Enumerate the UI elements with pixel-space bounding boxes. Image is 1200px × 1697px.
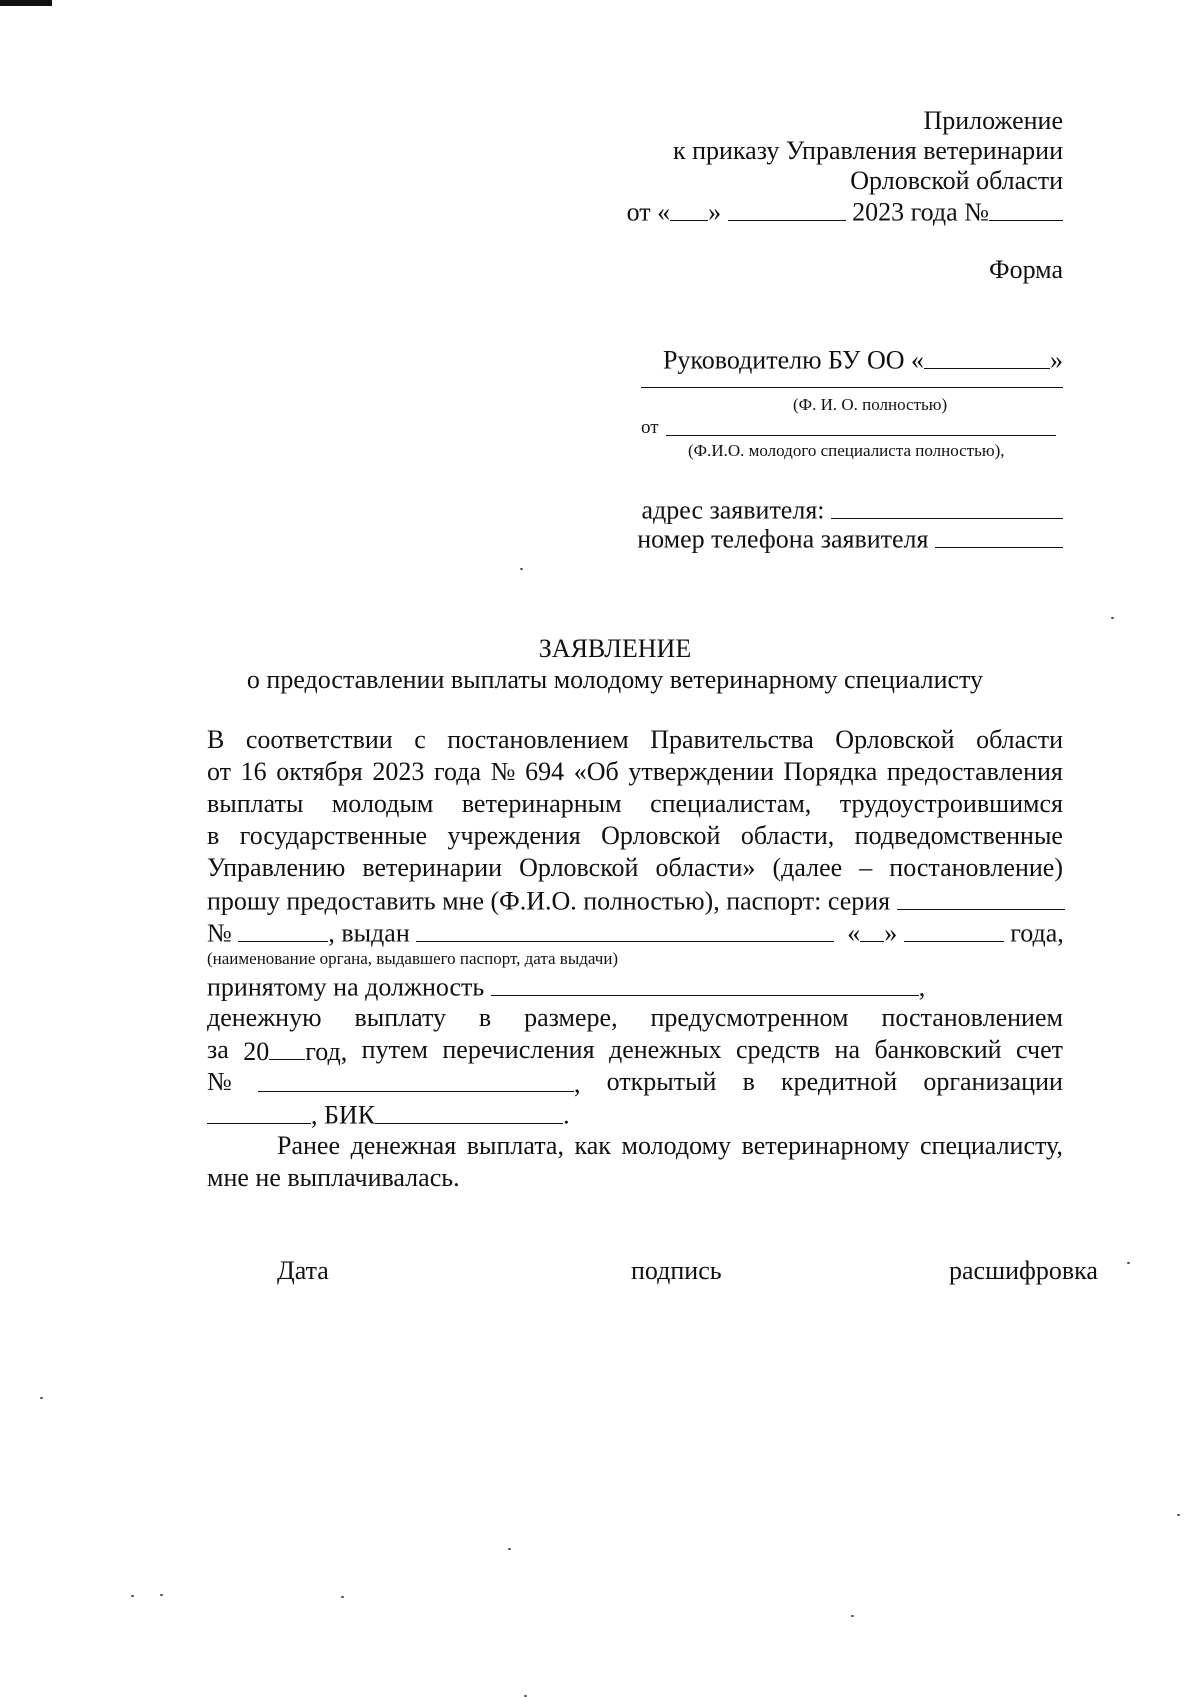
order-reference: к приказу Управления ветеринарии xyxy=(672,136,1063,165)
scan-speck xyxy=(520,568,523,570)
word: специалистам, xyxy=(650,789,812,818)
word: выплата, xyxy=(466,1131,564,1160)
word: молодому xyxy=(621,1131,732,1160)
scan-speck xyxy=(131,1595,134,1597)
issued-label: , выдан xyxy=(328,918,410,948)
word: открытый xyxy=(606,1067,717,1096)
word: в xyxy=(478,1003,492,1032)
issue-day-blank xyxy=(860,916,884,942)
number-sign: № xyxy=(207,918,232,948)
scan-speck xyxy=(1111,617,1114,619)
word: размере, xyxy=(524,1003,618,1032)
comma: , xyxy=(573,1068,581,1098)
body-line-9 xyxy=(207,1002,1063,1034)
period: . xyxy=(563,1100,570,1130)
quote-close: » xyxy=(884,918,898,948)
body-line-10 xyxy=(207,1034,1063,1066)
word: государственные xyxy=(239,821,428,850)
institution-blank xyxy=(924,343,1050,369)
word: кредитной xyxy=(781,1067,898,1096)
address-blank xyxy=(831,493,1063,519)
word: молодым xyxy=(331,789,434,818)
word: ветеринарии xyxy=(362,853,503,882)
word: постановлением xyxy=(881,1003,1063,1032)
date-label: Дата xyxy=(277,1256,329,1285)
word: ветеринарным xyxy=(461,789,622,818)
passport-number-blank xyxy=(238,916,328,942)
word: соответствии xyxy=(245,725,393,754)
word: учреждения xyxy=(447,821,581,850)
quote-open: « xyxy=(847,918,861,948)
word: Порядка xyxy=(783,757,878,786)
applicant-fio-line xyxy=(666,435,1056,436)
passport-issuer-note: (наименование органа, выдавшего паспорт, дата выдачи) xyxy=(207,949,619,968)
year-text: 2023 года № xyxy=(852,197,989,227)
addressee-close: » xyxy=(1050,345,1063,375)
position-blank xyxy=(491,970,919,996)
region-name: Орловской области xyxy=(850,166,1063,195)
phone-line xyxy=(637,522,1063,556)
word: подведомственные xyxy=(854,821,1063,850)
scan-edge-mark xyxy=(0,0,52,6)
word: предусмотренном xyxy=(650,1003,849,1032)
head-fio-note: (Ф. И. О. полностью) xyxy=(793,395,948,414)
phone-label: номер телефона заявителя xyxy=(637,524,929,554)
signature-label: подпись xyxy=(631,1256,722,1285)
word: денежных xyxy=(608,1035,722,1064)
word: средств xyxy=(735,1035,821,1064)
word: специалисту, xyxy=(919,1131,1063,1160)
document-subtitle: о предоставлении выплаты молодому ветеринарному специалисту xyxy=(246,665,984,694)
word: «Об xyxy=(573,757,619,786)
bik-blank xyxy=(375,1098,563,1124)
word: организации xyxy=(923,1067,1063,1096)
order-number-blank xyxy=(989,195,1063,221)
word: – xyxy=(859,853,873,882)
body-line-5 xyxy=(207,852,1063,884)
body-line-1 xyxy=(207,724,1063,756)
para2-line-1 xyxy=(207,1130,1063,1162)
scan-speck xyxy=(160,1594,163,1596)
word: перечисления xyxy=(442,1035,595,1064)
word: Правительства xyxy=(650,725,814,754)
word: Управлению xyxy=(207,853,346,882)
word: области» xyxy=(655,853,756,882)
word: года xyxy=(434,757,482,786)
day-blank xyxy=(670,195,708,221)
phone-blank xyxy=(935,522,1063,548)
order-date-line xyxy=(627,195,1063,229)
application-body xyxy=(207,724,1063,1194)
scan-speck xyxy=(40,1397,43,1399)
body-line-11 xyxy=(207,1066,1063,1098)
word: в xyxy=(742,1067,755,1096)
word: от xyxy=(207,757,232,786)
scan-speck xyxy=(851,1615,854,1617)
word: Орловской xyxy=(835,725,955,754)
word: Орловской xyxy=(519,853,639,882)
word: год, xyxy=(305,1036,348,1066)
date-mid: » xyxy=(708,197,722,227)
word: счет xyxy=(1015,1035,1063,1064)
word: Ранее xyxy=(277,1131,340,1160)
from-label: от xyxy=(641,417,659,438)
word: с xyxy=(414,725,426,754)
passport-series-blank xyxy=(897,884,1065,910)
issuer-blank xyxy=(416,916,834,942)
form-label: Форма xyxy=(989,255,1063,284)
addressee-label: Руководителю БУ ОО « xyxy=(662,345,924,375)
word: предоставления xyxy=(886,757,1063,786)
issue-month-blank xyxy=(904,916,1004,942)
word: постановление) xyxy=(889,853,1063,882)
decode-label: расшифровка xyxy=(949,1256,1098,1285)
addressee-head-line xyxy=(663,343,1063,377)
word: области xyxy=(976,725,1063,754)
word: утверждении xyxy=(628,757,774,786)
word: постановлением xyxy=(447,725,629,754)
month-blank xyxy=(728,195,846,221)
appendix-title: Приложение xyxy=(923,106,1063,135)
year-blank xyxy=(269,1034,305,1060)
date-prefix: от « xyxy=(626,197,671,227)
account-number-blank xyxy=(258,1066,574,1092)
word: на xyxy=(834,1035,861,1064)
comma: , xyxy=(918,972,926,1002)
word: путем xyxy=(361,1035,428,1064)
body-line-2 xyxy=(207,756,1063,788)
word: выплату xyxy=(354,1003,446,1032)
body-line-8 xyxy=(207,970,1063,1002)
word: денежная xyxy=(350,1131,457,1160)
word: № xyxy=(490,757,516,786)
bank-blank xyxy=(207,1098,311,1124)
body-line-12 xyxy=(207,1098,1063,1130)
word: 16 xyxy=(240,757,267,786)
issue-year-label: года, xyxy=(1010,918,1064,948)
word: В xyxy=(207,725,225,754)
scan-speck xyxy=(508,1548,511,1550)
word: в xyxy=(207,821,220,850)
passport-request-text: прошу предоставить мне (Ф.И.О. полностью), паспорт: серия xyxy=(207,886,891,916)
body-line-4 xyxy=(207,820,1063,852)
word: денежную xyxy=(207,1003,322,1032)
year-prefix: 20 xyxy=(243,1036,270,1066)
head-fio-line xyxy=(641,387,1063,388)
address-label: адрес заявителя: xyxy=(641,495,825,525)
word: выплаты xyxy=(207,789,304,818)
applicant-fio-note: (Ф.И.О. молодого специалиста полностью), xyxy=(688,441,1005,460)
body-line-6 xyxy=(207,884,1063,916)
word: трудоустроившимся xyxy=(839,789,1063,818)
body-line-7 xyxy=(207,916,1063,948)
word: 2023 xyxy=(372,757,425,786)
year-field xyxy=(243,1034,347,1066)
word: за xyxy=(207,1035,229,1064)
word: Орловской xyxy=(601,821,721,850)
bik-label: , БИК xyxy=(311,1100,376,1130)
body-line-3 xyxy=(207,788,1063,820)
para2-line-2: мне не выплачивалась. xyxy=(207,1163,460,1192)
word: области, xyxy=(740,821,835,850)
word: ветеринарному xyxy=(741,1131,910,1160)
word: как xyxy=(574,1131,611,1160)
position-label: принятому на должность xyxy=(207,972,485,1002)
scan-speck xyxy=(1177,1514,1180,1516)
scan-speck xyxy=(1127,1262,1130,1264)
word: (далее xyxy=(772,853,843,882)
number-sign: № xyxy=(207,1067,232,1096)
word: октября xyxy=(276,757,363,786)
account-field xyxy=(258,1066,581,1098)
word: банковский xyxy=(874,1035,1002,1064)
scan-speck xyxy=(341,1596,344,1598)
word: 694 xyxy=(525,757,565,786)
document-title: ЗАЯВЛЕНИЕ xyxy=(538,634,692,663)
